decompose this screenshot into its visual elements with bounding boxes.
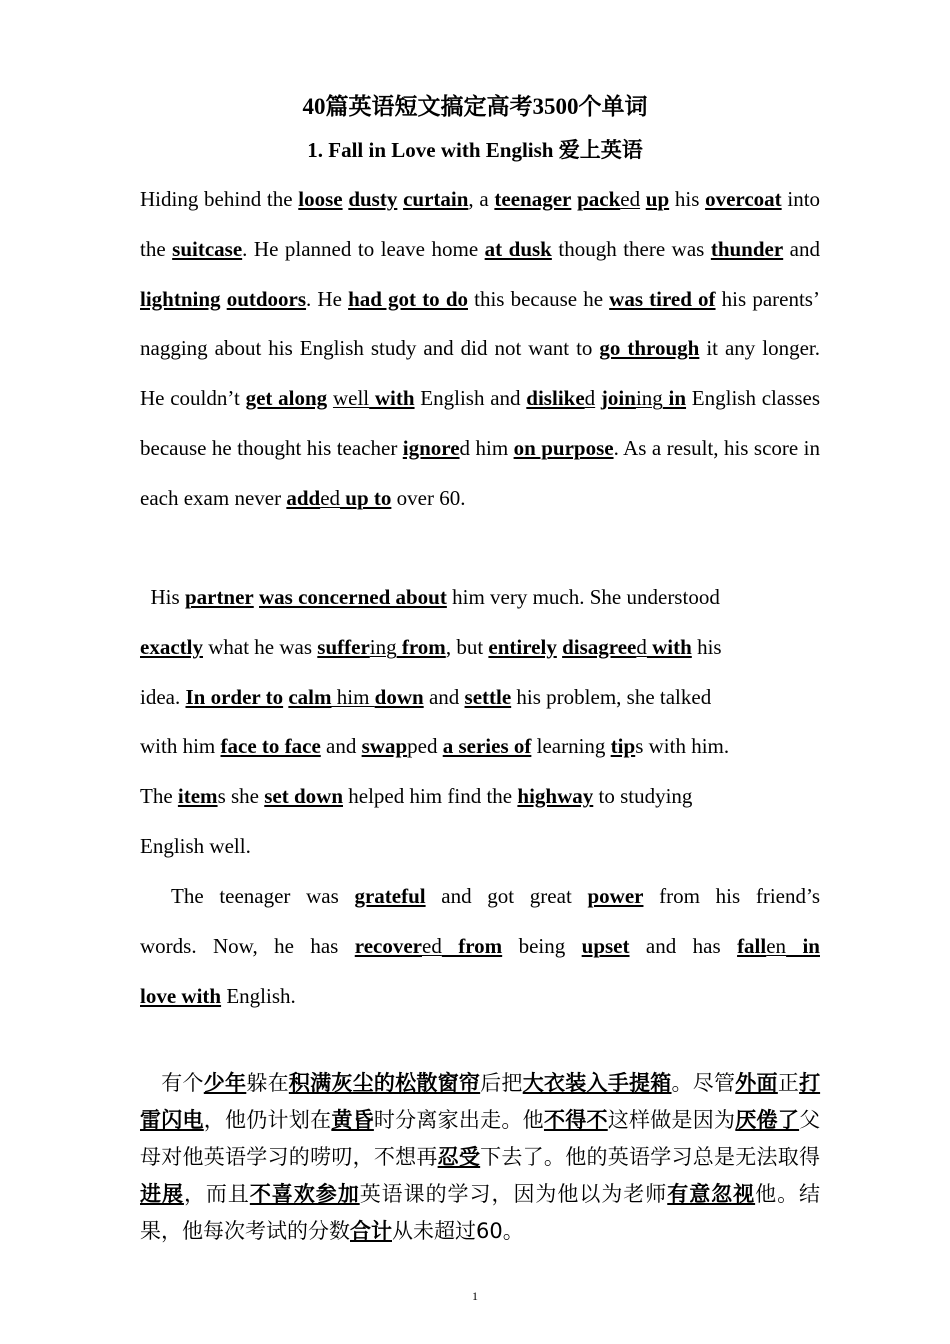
- word-suffix: en: [766, 933, 787, 958]
- text: though there was: [551, 236, 711, 261]
- text: into the: [140, 187, 821, 261]
- vocab-word: dislike: [526, 386, 585, 411]
- vocab-word: curtain: [403, 187, 469, 211]
- text: The: [140, 784, 178, 809]
- vocab-word: on purpose: [513, 435, 614, 460]
- line: [140, 623, 820, 673]
- word-suffix: d: [584, 386, 596, 411]
- vocab-word: join: [600, 386, 636, 411]
- vocab-word: dusty: [348, 187, 398, 211]
- vocab-word: entirely: [488, 634, 557, 659]
- text: 正: [777, 1071, 800, 1095]
- text: to studying: [593, 784, 693, 809]
- text: ，而且: [183, 1182, 250, 1206]
- vocab-word: suitcase: [172, 236, 243, 261]
- text: his: [669, 187, 706, 211]
- text: over 60.: [391, 485, 466, 510]
- vocab-word: get along: [245, 386, 328, 411]
- paragraph-1: [140, 175, 820, 524]
- text: it any longer. He couldn’t: [140, 336, 820, 411]
- vocab-word: in: [662, 386, 687, 411]
- line: [140, 772, 820, 822]
- vocab-word: upset: [581, 933, 630, 958]
- text: his: [691, 634, 722, 659]
- text: His: [140, 585, 185, 609]
- vocab-word: thunder: [710, 236, 784, 261]
- text: . He: [306, 286, 349, 311]
- vocab-word: lightning: [140, 286, 221, 311]
- word-suffix: ed: [422, 933, 442, 958]
- vocab-word: 不得不: [543, 1108, 608, 1132]
- text: s with him.: [635, 734, 730, 759]
- lesson-title: 1. Fall in Love with English 爱上英语: [307, 138, 643, 162]
- text: . As a result, his score in each exam never: [140, 435, 820, 510]
- vocab-word: pack: [577, 187, 621, 211]
- text: being: [502, 933, 582, 958]
- chinese-translation: [140, 1065, 820, 1250]
- text: and: [320, 734, 362, 759]
- text: and: [423, 684, 465, 709]
- text: this because he: [468, 286, 610, 311]
- vocab-word: was tired of: [609, 286, 716, 311]
- vocab-word: face to face: [220, 734, 321, 759]
- text: d him: [459, 435, 514, 460]
- word-suffix: ing: [369, 634, 397, 659]
- vocab-word: 不喜欢参加: [249, 1182, 360, 1206]
- vocab-word: settle: [464, 684, 512, 709]
- vocab-word: was concerned about: [259, 585, 447, 609]
- vocab-word: teenager: [494, 187, 572, 211]
- word-plain-underlined: well: [332, 386, 370, 411]
- text: with him: [140, 734, 221, 759]
- vocab-word: 大衣装入手提箱: [522, 1071, 672, 1095]
- vocab-word: 进展: [140, 1182, 184, 1206]
- text: 后把: [480, 1071, 523, 1095]
- text: English.: [221, 983, 296, 1008]
- word-plain-underlined: him: [331, 684, 375, 709]
- text: English classes because he thought his teacher: [140, 386, 821, 460]
- text: , but: [445, 634, 489, 659]
- vocab-word: add: [286, 485, 321, 510]
- vocab-word: 黄昏: [331, 1108, 374, 1132]
- page-number: 1: [472, 1289, 478, 1303]
- vocab-word: love with: [140, 983, 222, 1008]
- text: helped him find the: [343, 784, 518, 809]
- vocab-word: in: [786, 933, 820, 958]
- vocab-word: highway: [517, 784, 594, 809]
- text: . He planned to leave home: [242, 236, 485, 261]
- vocab-word: had got to do: [348, 286, 468, 311]
- line: [140, 722, 820, 772]
- text: 从未超过60。: [392, 1219, 524, 1243]
- line: [140, 822, 820, 872]
- line: [140, 872, 820, 922]
- text: his parents’ nagging about his English study and did not want to: [140, 286, 820, 361]
- paragraph-2: [140, 573, 820, 872]
- text: The teenager was: [140, 884, 355, 908]
- text: 父母对他英语学习的唠叨，不想再: [140, 1108, 821, 1169]
- vocab-word: disagree: [562, 634, 637, 659]
- vocab-word: go through: [599, 336, 700, 361]
- vocab-word: ignore: [402, 435, 460, 460]
- text: 躲在: [246, 1071, 289, 1095]
- text: ped: [407, 734, 443, 759]
- vocab-word: with: [646, 634, 692, 659]
- vocab-word: 少年: [203, 1071, 247, 1095]
- text: , a: [468, 187, 495, 211]
- text: and: [783, 236, 821, 261]
- text: 时分离家出走。他: [373, 1108, 544, 1132]
- vocab-word: 外面: [735, 1071, 778, 1095]
- vocab-word: 厌倦了: [735, 1108, 800, 1132]
- vocab-word: at dusk: [484, 236, 552, 261]
- vocab-word: a series of: [442, 734, 532, 759]
- vocab-word: item: [177, 784, 218, 809]
- vocab-word: power: [587, 884, 644, 908]
- vocab-word: suffer: [317, 634, 370, 659]
- vocab-word: up: [645, 187, 670, 211]
- word-suffix: d: [636, 634, 647, 659]
- text: English well.: [140, 833, 251, 858]
- word-suffix: ing: [635, 386, 663, 411]
- vocab-word: with: [369, 386, 415, 411]
- text: 下去了。他的英语学习总是无法取得: [480, 1145, 821, 1169]
- vocab-word: overcoat: [705, 187, 782, 211]
- vocab-word: 打雷闪电: [140, 1071, 821, 1132]
- vocab-word: calm: [288, 684, 332, 709]
- text: 他。结果，他每次考试的分数: [140, 1182, 821, 1243]
- vocab-word: 积满灰尘的松散窗帘: [288, 1071, 481, 1095]
- text: 这样做是因为: [607, 1108, 736, 1132]
- line: [140, 922, 820, 972]
- vocab-word: 忍受: [437, 1145, 481, 1169]
- text: words. Now, he has: [140, 933, 355, 958]
- vocab-word: exactly: [140, 634, 203, 659]
- text: him very much. She understood: [446, 585, 720, 609]
- document-title: 40篇英语短文搞定高考3500个单词: [302, 94, 648, 119]
- paragraph-3: [140, 872, 820, 1021]
- vocab-word: from: [441, 933, 503, 958]
- vocab-word: 合计: [350, 1219, 392, 1243]
- text: from his friend’s: [643, 884, 820, 908]
- vocab-word: 有意忽视: [667, 1182, 756, 1206]
- text: and has: [629, 933, 738, 958]
- text: Hiding behind the: [140, 187, 299, 211]
- text: English and: [414, 386, 527, 411]
- line: [140, 673, 820, 723]
- text: 有个: [140, 1071, 204, 1095]
- word-suffix: ed: [320, 485, 341, 510]
- vocab-word: tip: [610, 734, 636, 759]
- vocab-word: In order to: [185, 684, 284, 709]
- line: [140, 573, 820, 623]
- vocab-word: grateful: [354, 884, 426, 908]
- text: and got great: [425, 884, 588, 908]
- vocab-word: from: [396, 634, 446, 659]
- line: [140, 972, 820, 1022]
- vocab-word: fall: [737, 933, 767, 958]
- text: s she: [217, 784, 265, 809]
- vocab-word: set down: [264, 784, 343, 809]
- vocab-word: outdoors: [226, 286, 307, 311]
- vocab-word: down: [374, 684, 424, 709]
- vocab-word: swap: [361, 734, 408, 759]
- text: what he was: [202, 634, 318, 659]
- text: idea.: [140, 684, 186, 709]
- text: 英语课的学习，因为他以为老师: [359, 1182, 668, 1206]
- vocab-word: partner: [184, 585, 254, 609]
- vocab-word: recover: [354, 933, 422, 958]
- text: ，他仍计划在: [203, 1108, 332, 1132]
- vocab-word: loose: [298, 187, 343, 211]
- vocab-word: up to: [340, 485, 392, 510]
- text: 。尽管: [671, 1071, 736, 1095]
- word-suffix: ed: [620, 187, 641, 211]
- text: his problem, she talked: [511, 684, 712, 709]
- text: learning: [531, 734, 611, 759]
